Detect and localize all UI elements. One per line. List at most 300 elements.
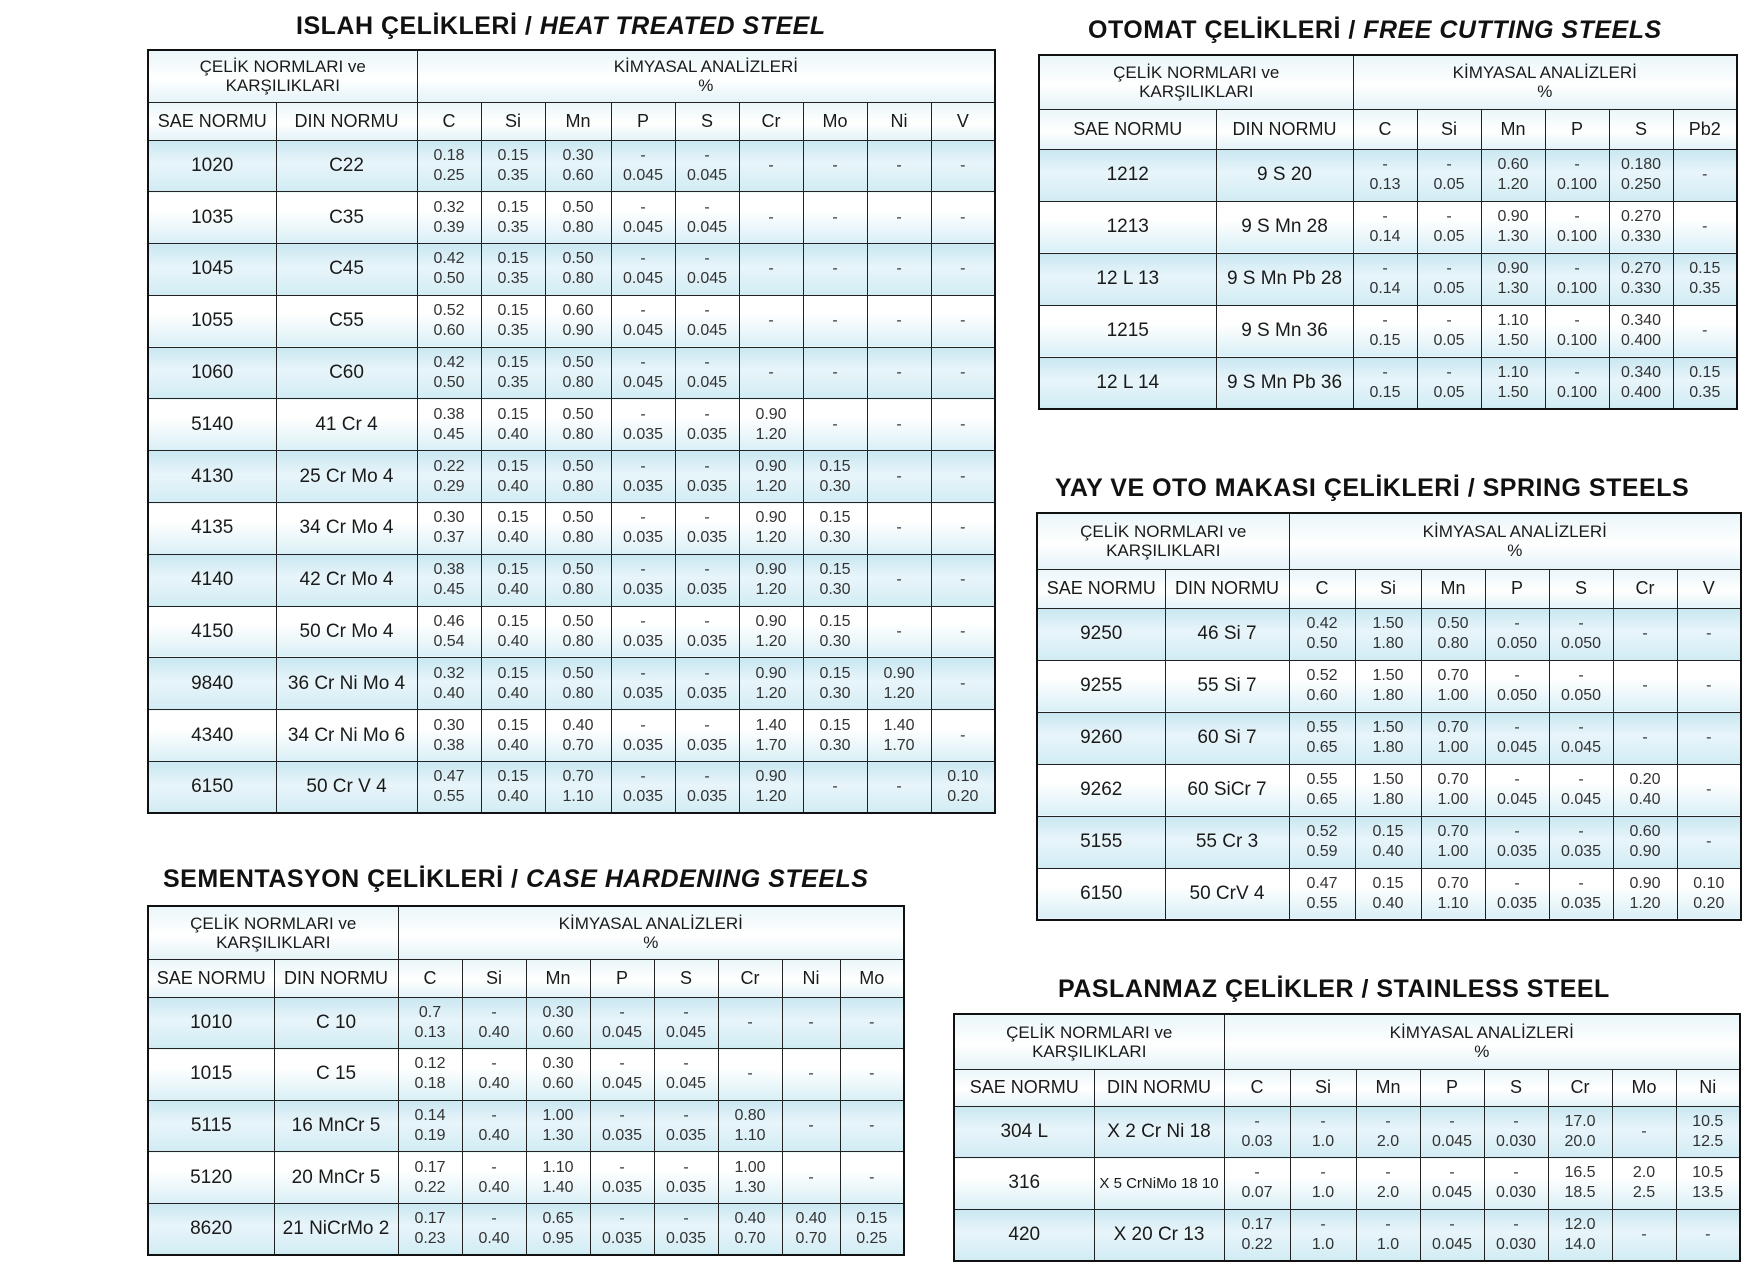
max-value: 1.00 xyxy=(1437,739,1469,756)
analysis-value-cell xyxy=(417,140,481,192)
analysis-value-cell xyxy=(1417,357,1481,409)
min-value: 0.17 xyxy=(414,1158,446,1176)
table-row xyxy=(148,451,995,503)
min-value: - xyxy=(832,415,838,433)
max-value: 0.030 xyxy=(1495,1235,1537,1253)
analysis-value-cell xyxy=(931,554,995,606)
analysis-value-cell xyxy=(1421,660,1485,712)
min-value: - xyxy=(1574,156,1580,173)
analysis-value-cell xyxy=(462,997,526,1049)
table-row xyxy=(1037,608,1741,660)
max-value: 0.045 xyxy=(686,374,728,392)
analysis-value-cell xyxy=(590,1152,654,1204)
sae-norm-cell: 420 xyxy=(954,1209,1094,1261)
column-header: Si xyxy=(462,959,526,997)
column-header: Mn xyxy=(545,102,611,140)
analysis-value-cell xyxy=(417,606,481,658)
analysis-value-cell xyxy=(654,1049,718,1101)
min-value: - xyxy=(1578,667,1584,684)
column-header: C xyxy=(398,959,462,997)
min-value: - xyxy=(1514,874,1520,892)
max-value: 0.330 xyxy=(1620,228,1662,245)
analysis-value-cell xyxy=(462,1049,526,1101)
column-header: V xyxy=(931,102,995,140)
analysis-value-cell xyxy=(1549,816,1613,868)
max-value: 0.29 xyxy=(433,477,465,495)
norms-group-header: ÇELİK NORMLARI ve KARŞILIKLARI xyxy=(148,906,398,959)
min-value: 0.90 xyxy=(755,768,787,786)
min-value: 0.65 xyxy=(542,1209,574,1227)
analysis-value-cell xyxy=(739,658,803,710)
analysis-value-cell xyxy=(417,192,481,244)
max-value: 0.35 xyxy=(497,374,529,392)
max-value: 0.05 xyxy=(1433,332,1465,349)
analysis-value-cell xyxy=(1353,357,1417,409)
analysis-value-cell xyxy=(611,710,675,762)
analysis-value-cell xyxy=(1676,1106,1740,1158)
din-norm-cell: 16 MnCr 5 xyxy=(274,1100,398,1152)
din-norm-cell: X 20 Cr 13 xyxy=(1094,1209,1224,1261)
min-value: - xyxy=(1446,208,1452,225)
column-header: P xyxy=(611,102,675,140)
column-header: Mo xyxy=(803,102,867,140)
min-value: - xyxy=(704,509,710,527)
analysis-value-cell xyxy=(1421,764,1485,816)
max-value: 0.40 xyxy=(497,477,529,495)
analysis-value-cell xyxy=(545,295,611,347)
table-row xyxy=(148,503,995,555)
max-value: 0.19 xyxy=(414,1126,446,1144)
max-value: 1.20 xyxy=(755,581,787,599)
min-value: - xyxy=(1514,719,1520,736)
min-value: 0.70 xyxy=(1437,667,1469,684)
analysis-value-cell xyxy=(931,140,995,192)
analysis-value-cell xyxy=(803,710,867,762)
analysis-value-cell xyxy=(611,554,675,606)
analysis-value-cell xyxy=(867,710,931,762)
min-value: - xyxy=(960,519,966,537)
min-value: 0.50 xyxy=(562,405,594,423)
min-value: 12.0 xyxy=(1564,1215,1596,1233)
din-norm-cell: 34 Cr Ni Mo 6 xyxy=(276,710,417,762)
min-value: 0.15 xyxy=(497,768,529,786)
analysis-value-cell xyxy=(739,606,803,658)
max-value: 0.40 xyxy=(497,581,529,599)
min-value: - xyxy=(1320,1112,1326,1130)
analysis-value-cell xyxy=(718,1152,782,1204)
din-norm-cell: 36 Cr Ni Mo 4 xyxy=(276,658,417,710)
min-value: - xyxy=(1514,615,1520,632)
analysis-value-cell xyxy=(867,244,931,296)
min-value: - xyxy=(1702,322,1708,339)
column-header: Ni xyxy=(1676,1069,1740,1106)
analysis-value-cell xyxy=(1289,608,1355,660)
min-value: - xyxy=(1385,1112,1391,1130)
analysis-value-cell xyxy=(462,1203,526,1255)
min-value: - xyxy=(1446,363,1452,381)
analysis-value-cell xyxy=(398,1049,462,1101)
min-value: 0.15 xyxy=(819,561,851,579)
analysis-value-cell xyxy=(417,658,481,710)
min-value: 0.50 xyxy=(562,664,594,682)
max-value: 0.035 xyxy=(601,1229,643,1247)
column-header: C xyxy=(417,102,481,140)
max-value: 1.30 xyxy=(734,1178,766,1196)
analysis-value-cell xyxy=(840,997,904,1049)
norms-group-header: ÇELİK NORMLARI ve KARŞILIKLARI xyxy=(954,1014,1224,1069)
min-value: 16.5 xyxy=(1564,1164,1596,1182)
min-value: - xyxy=(768,156,774,174)
analysis-value-cell xyxy=(1549,712,1613,764)
analysis-value-cell xyxy=(1673,253,1737,305)
min-value: - xyxy=(1578,771,1584,788)
analysis-value-cell xyxy=(526,997,590,1049)
analysis-value-cell xyxy=(1485,660,1549,712)
analysis-label: KİMYASAL ANALİZLERİ xyxy=(1452,63,1637,83)
sae-norm-cell: 9250 xyxy=(1037,608,1165,660)
min-value: 0.15 xyxy=(497,146,529,164)
max-value: 1.00 xyxy=(1437,791,1469,808)
max-value: 0.07 xyxy=(1241,1184,1273,1202)
max-value: 0.035 xyxy=(1496,894,1538,912)
sae-norm-cell: 1060 xyxy=(148,347,276,399)
analysis-value-cell xyxy=(867,554,931,606)
analysis-value-cell xyxy=(1355,868,1421,920)
analysis-value-cell xyxy=(782,1203,840,1255)
max-value: 1.0 xyxy=(1376,1235,1400,1253)
analysis-value-cell xyxy=(931,503,995,555)
min-value: - xyxy=(1514,771,1520,788)
min-value: - xyxy=(960,260,966,278)
analysis-value-cell xyxy=(545,554,611,606)
min-value: 0.55 xyxy=(1306,771,1338,788)
min-value: - xyxy=(619,1209,625,1227)
analysis-value-cell xyxy=(526,1049,590,1101)
min-value: 0.52 xyxy=(433,302,465,320)
column-header: Cr xyxy=(739,102,803,140)
analysis-value-cell xyxy=(739,192,803,244)
column-header: SAE NORMU xyxy=(148,959,274,997)
max-value: 0.45 xyxy=(433,425,465,443)
min-value: 0.15 xyxy=(819,509,851,527)
table-row xyxy=(148,1049,904,1101)
max-value: 0.55 xyxy=(433,788,465,806)
min-value: 0.40 xyxy=(734,1209,766,1227)
table-row xyxy=(148,762,995,814)
min-value: - xyxy=(960,156,966,174)
analysis-value-cell xyxy=(1549,660,1613,712)
min-value: - xyxy=(640,405,646,423)
analysis-value-cell xyxy=(1421,868,1485,920)
min-value: 0.50 xyxy=(562,613,594,631)
analysis-value-cell xyxy=(803,192,867,244)
analysis-value-cell xyxy=(545,710,611,762)
min-value: - xyxy=(1449,1215,1455,1233)
analysis-value-cell xyxy=(739,140,803,192)
min-value: 0.42 xyxy=(433,354,465,372)
max-value: 0.35 xyxy=(497,270,529,288)
min-value: - xyxy=(896,208,902,226)
max-value: 0.05 xyxy=(1433,280,1465,297)
analysis-value-cell xyxy=(803,295,867,347)
column-header: Mn xyxy=(1481,109,1545,149)
column-header: SAE NORMU xyxy=(1039,109,1216,149)
min-value: - xyxy=(869,1065,875,1083)
min-value: 0.50 xyxy=(1437,615,1469,632)
max-value: 0.035 xyxy=(686,529,728,547)
sae-norm-cell: 1215 xyxy=(1039,305,1216,357)
max-value: 1.80 xyxy=(1372,635,1404,652)
max-value: 0.90 xyxy=(562,322,594,340)
min-value: 0.52 xyxy=(1306,667,1338,684)
column-header: C xyxy=(1224,1069,1290,1106)
min-value: - xyxy=(619,1106,625,1124)
column-header: DIN NORMU xyxy=(1216,109,1353,149)
analysis-value-cell xyxy=(1481,149,1545,201)
analysis-value-cell xyxy=(481,658,545,710)
max-value: 0.60 xyxy=(433,322,465,340)
analysis-value-cell xyxy=(782,1152,840,1204)
max-value: 0.13 xyxy=(414,1023,446,1041)
min-value: - xyxy=(832,364,838,382)
din-norm-cell: C22 xyxy=(276,140,417,192)
spring-table xyxy=(1036,512,1742,921)
sae-norm-cell: 316 xyxy=(954,1158,1094,1210)
min-value: 0.32 xyxy=(433,198,465,216)
case-hardening-title xyxy=(163,865,868,894)
analysis-value-cell xyxy=(417,347,481,399)
analysis-value-cell xyxy=(1356,1209,1420,1261)
max-value: 0.035 xyxy=(622,633,664,651)
column-header: Ni xyxy=(782,959,840,997)
min-value: - xyxy=(960,571,966,589)
analysis-value-cell xyxy=(1421,712,1485,764)
table-row xyxy=(954,1158,1740,1210)
min-value: 0.90 xyxy=(883,664,915,682)
norms-group-header: ÇELİK NORMLARI ve KARŞILIKLARI xyxy=(1039,55,1353,109)
min-value: - xyxy=(1702,218,1708,235)
max-value: 0.25 xyxy=(856,1229,888,1247)
min-value: 0.70 xyxy=(1437,719,1469,736)
max-value: 0.035 xyxy=(665,1229,707,1247)
max-value: 0.40 xyxy=(497,736,529,754)
max-value: 0.30 xyxy=(819,684,851,702)
min-value: - xyxy=(869,1168,875,1186)
min-value: - xyxy=(640,250,646,268)
din-norm-cell: 60 Si 7 xyxy=(1165,712,1289,764)
max-value: 0.45 xyxy=(433,581,465,599)
max-value: 14.0 xyxy=(1564,1235,1596,1253)
din-norm-cell: C35 xyxy=(276,192,417,244)
max-value: 1.10 xyxy=(1437,894,1469,912)
column-header: DIN NORMU xyxy=(1094,1069,1224,1106)
analysis-value-cell xyxy=(675,295,739,347)
max-value: 0.40 xyxy=(478,1126,510,1144)
analysis-value-cell xyxy=(590,997,654,1049)
min-value: 0.15 xyxy=(497,664,529,682)
analysis-value-cell xyxy=(590,1203,654,1255)
sae-norm-cell: 1055 xyxy=(148,295,276,347)
max-value: 0.30 xyxy=(819,581,851,599)
max-value: 0.045 xyxy=(665,1023,707,1041)
max-value: 18.5 xyxy=(1564,1184,1596,1202)
min-value: - xyxy=(704,768,710,786)
min-value: - xyxy=(640,198,646,216)
max-value: 1.50 xyxy=(1497,383,1529,401)
analysis-value-cell xyxy=(1545,201,1609,253)
analysis-value-cell xyxy=(1673,305,1737,357)
analysis-value-cell xyxy=(611,606,675,658)
min-value: 0.15 xyxy=(497,405,529,423)
analysis-value-cell xyxy=(675,606,739,658)
min-value: - xyxy=(704,457,710,475)
min-value: 1.10 xyxy=(1497,312,1529,329)
max-value: 1.20 xyxy=(755,529,787,547)
max-value: 0.22 xyxy=(414,1178,446,1196)
analysis-value-cell xyxy=(1485,712,1549,764)
chemical-analysis-header xyxy=(417,50,995,102)
min-value: 0.90 xyxy=(755,613,787,631)
column-header: S xyxy=(1484,1069,1548,1106)
norms-group-header: ÇELİK NORMLARI ve KARŞILIKLARI xyxy=(1037,513,1289,569)
min-value: - xyxy=(1513,1215,1519,1233)
max-value: 0.050 xyxy=(1496,687,1538,704)
min-value: 0.90 xyxy=(755,664,787,682)
min-value: 0.15 xyxy=(856,1209,888,1227)
analysis-value-cell xyxy=(675,399,739,451)
max-value: 0.035 xyxy=(601,1178,643,1196)
sae-norm-cell: 1212 xyxy=(1039,149,1216,201)
analysis-value-cell xyxy=(611,762,675,814)
analysis-value-cell xyxy=(481,606,545,658)
min-value: - xyxy=(768,260,774,278)
analysis-value-cell xyxy=(481,347,545,399)
analysis-value-cell xyxy=(1481,357,1545,409)
max-value: 0.045 xyxy=(622,322,664,340)
sae-norm-cell: 12 L 14 xyxy=(1039,357,1216,409)
analysis-value-cell xyxy=(1613,868,1677,920)
min-value: 0.42 xyxy=(1306,615,1338,632)
min-value: - xyxy=(704,613,710,631)
min-value: 0.340 xyxy=(1620,363,1662,381)
max-value: 0.045 xyxy=(686,166,728,184)
min-value: 0.340 xyxy=(1620,312,1662,329)
table-row xyxy=(148,244,995,296)
min-value: - xyxy=(896,415,902,433)
min-value: - xyxy=(1702,166,1708,183)
min-value: 0.15 xyxy=(497,250,529,268)
max-value: 0.05 xyxy=(1433,176,1465,193)
min-value: - xyxy=(960,312,966,330)
min-value: 0.30 xyxy=(433,509,465,527)
max-value: 0.40 xyxy=(1372,843,1404,860)
analysis-value-cell xyxy=(803,244,867,296)
analysis-value-cell xyxy=(1484,1209,1548,1261)
max-value: 0.23 xyxy=(414,1229,446,1247)
sae-norm-cell: 5115 xyxy=(148,1100,274,1152)
analysis-value-cell xyxy=(417,762,481,814)
min-value: 0.15 xyxy=(819,716,851,734)
analysis-value-cell xyxy=(462,1100,526,1152)
sae-norm-cell: 12 L 13 xyxy=(1039,253,1216,305)
max-value: 0.39 xyxy=(433,218,465,236)
min-value: - xyxy=(896,778,902,796)
max-value: 0.05 xyxy=(1433,383,1465,401)
max-value: 0.90 xyxy=(1629,843,1661,860)
analysis-value-cell xyxy=(1548,1209,1612,1261)
din-norm-cell: 60 SiCr 7 xyxy=(1165,764,1289,816)
max-value: 0.100 xyxy=(1556,280,1598,297)
min-value: 0.90 xyxy=(755,457,787,475)
min-value: 1.10 xyxy=(1497,363,1529,381)
analysis-label: KİMYASAL ANALİZLERİ xyxy=(558,913,743,933)
analysis-value-cell xyxy=(803,554,867,606)
max-value: 0.35 xyxy=(497,218,529,236)
analysis-value-cell xyxy=(1673,357,1737,409)
max-value: 0.18 xyxy=(414,1075,446,1093)
analysis-value-cell xyxy=(1485,868,1549,920)
max-value: 0.30 xyxy=(819,477,851,495)
table-row xyxy=(1039,201,1737,253)
analysis-value-cell xyxy=(718,1100,782,1152)
analysis-value-cell xyxy=(675,762,739,814)
free-cutting-title-en: FREE CUTTING STEELS xyxy=(1363,16,1662,44)
max-value: 0.50 xyxy=(433,270,465,288)
max-value: 0.80 xyxy=(562,633,594,651)
analysis-value-cell xyxy=(1481,253,1545,305)
max-value: 0.400 xyxy=(1620,383,1662,401)
min-value: 0.70 xyxy=(1437,823,1469,840)
analysis-value-cell xyxy=(481,192,545,244)
min-value: 1.40 xyxy=(755,716,787,734)
min-value: - xyxy=(1254,1112,1260,1130)
max-value: 0.045 xyxy=(1496,791,1538,808)
min-value: 0.18 xyxy=(433,146,465,164)
analysis-value-cell xyxy=(1224,1209,1290,1261)
stainless-title-tr: PASLANMAZ ÇELİKLER / STAINLESS STEEL xyxy=(1058,975,1610,1003)
min-value: 0.47 xyxy=(1306,874,1338,892)
max-value: 0.60 xyxy=(1306,687,1338,704)
max-value: 0.045 xyxy=(601,1075,643,1093)
table-row xyxy=(148,399,995,451)
min-value: 0.15 xyxy=(819,613,851,631)
free-cutting-table xyxy=(1038,54,1738,410)
analysis-value-cell xyxy=(1673,149,1737,201)
max-value: 0.80 xyxy=(562,684,594,702)
analysis-value-cell xyxy=(840,1203,904,1255)
min-value: 0.32 xyxy=(433,664,465,682)
analysis-value-cell xyxy=(739,295,803,347)
min-value: - xyxy=(1446,156,1452,173)
max-value: 0.80 xyxy=(562,425,594,443)
analysis-value-cell xyxy=(1609,149,1673,201)
min-value: 0.15 xyxy=(497,613,529,631)
min-value: - xyxy=(704,198,710,216)
heat-treated-title xyxy=(296,12,826,41)
max-value: 0.050 xyxy=(1496,635,1538,652)
analysis-value-cell xyxy=(1355,764,1421,816)
percent-label: % xyxy=(643,932,659,952)
min-value: - xyxy=(491,1055,497,1073)
max-value: 1.10 xyxy=(734,1126,766,1144)
min-value: - xyxy=(491,1209,497,1227)
chemical-analysis-header xyxy=(1289,513,1741,569)
max-value: 1.20 xyxy=(1497,176,1529,193)
column-header: SAE NORMU xyxy=(1037,569,1165,608)
max-value: 2.5 xyxy=(1632,1184,1656,1202)
min-value: - xyxy=(1446,312,1452,329)
max-value: 0.14 xyxy=(1369,280,1401,297)
